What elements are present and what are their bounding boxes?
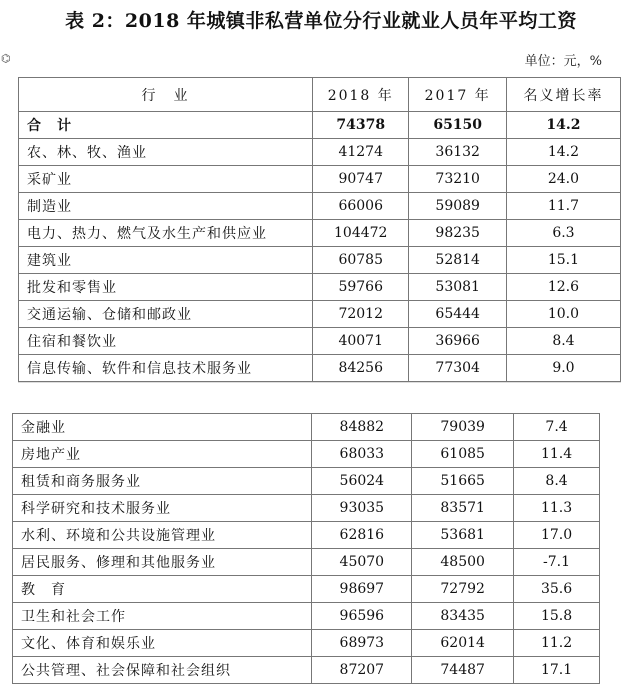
- table-row: [13, 630, 600, 657]
- table-row: [19, 328, 621, 355]
- industry-cell: 金融业: [13, 414, 312, 441]
- growth-rate-cell: 14.2: [506, 139, 620, 166]
- wage-2018-cell: 93035: [312, 495, 412, 522]
- industry-cell: 居民服务、修理和其他服务业: [13, 549, 312, 576]
- table-row: [19, 166, 621, 193]
- wage-2018-cell: 68033: [312, 441, 412, 468]
- growth-rate-cell: 17.1: [514, 657, 600, 684]
- anchor-icon[interactable]: ⌬: [1, 52, 11, 65]
- industry-cell: 住宿和餐饮业: [19, 328, 313, 355]
- wage-2018-cell: 84882: [312, 414, 412, 441]
- table-row: [13, 549, 600, 576]
- table-row: [19, 247, 621, 274]
- wage-2018-cell: 72012: [312, 301, 409, 328]
- wage-2018-cell: 87207: [312, 657, 412, 684]
- industry-cell: 建筑业: [19, 247, 313, 274]
- page-title: 表 2：2018 年城镇非私营单位分行业就业人员年平均工资: [65, 10, 577, 32]
- table-row: [19, 355, 621, 382]
- growth-rate-cell: 17.0: [514, 522, 600, 549]
- header-2017: 2017 年: [409, 78, 506, 112]
- table-row: [13, 522, 600, 549]
- industry-cell: 合 计: [19, 112, 313, 139]
- growth-rate-cell: 8.4: [514, 468, 600, 495]
- wage-2018-cell: 59766: [312, 274, 409, 301]
- table-row: [13, 495, 600, 522]
- wage-2018-cell: 84256: [312, 355, 409, 382]
- industry-cell: 采矿业: [19, 166, 313, 193]
- page-break-divider: [18, 382, 621, 383]
- growth-rate-cell: 11.2: [514, 630, 600, 657]
- wage-2017-cell: 52814: [409, 247, 506, 274]
- table-row: [13, 468, 600, 495]
- table-row: [19, 193, 621, 220]
- wage-2017-cell: 61085: [412, 441, 514, 468]
- growth-rate-cell: 6.3: [506, 220, 620, 247]
- wage-table-part-2: [12, 413, 600, 684]
- wage-2017-cell: 59089: [409, 193, 506, 220]
- wage-2018-cell: 96596: [312, 603, 412, 630]
- industry-cell: 文化、体育和娱乐业: [13, 630, 312, 657]
- industry-cell: 制造业: [19, 193, 313, 220]
- wage-2018-cell: 66006: [312, 193, 409, 220]
- growth-rate-cell: 10.0: [506, 301, 620, 328]
- table-row: [13, 576, 600, 603]
- table-row: [19, 112, 621, 139]
- wage-table-part-1: [18, 77, 621, 382]
- table-body-part-1: [19, 112, 621, 382]
- growth-rate-cell: 9.0: [506, 355, 620, 382]
- growth-rate-cell: 14.2: [506, 112, 620, 139]
- wage-2017-cell: 83571: [412, 495, 514, 522]
- industry-cell: 农、林、牧、渔业: [19, 139, 313, 166]
- wage-2017-cell: 53081: [409, 274, 506, 301]
- table-row: [19, 274, 621, 301]
- industry-cell: 信息传输、软件和信息技术服务业: [19, 355, 313, 382]
- wage-2017-cell: 83435: [412, 603, 514, 630]
- industry-cell: 租赁和商务服务业: [13, 468, 312, 495]
- growth-rate-cell: 11.7: [506, 193, 620, 220]
- wage-2017-cell: 65444: [409, 301, 506, 328]
- wage-2018-cell: 68973: [312, 630, 412, 657]
- wage-2017-cell: 73210: [409, 166, 506, 193]
- wage-2017-cell: 36966: [409, 328, 506, 355]
- wage-2018-cell: 74378: [312, 112, 409, 139]
- growth-rate-cell: 12.6: [506, 274, 620, 301]
- industry-cell: 房地产业: [13, 441, 312, 468]
- wage-2017-cell: 65150: [409, 112, 506, 139]
- table-body-part-2: [13, 414, 600, 684]
- industry-cell: 卫生和社会工作: [13, 603, 312, 630]
- industry-cell: 电力、热力、燃气及水生产和供应业: [19, 220, 313, 247]
- header-growth: 名义增长率: [506, 78, 620, 112]
- wage-2017-cell: 51665: [412, 468, 514, 495]
- industry-cell: 教 育: [13, 576, 312, 603]
- wage-2018-cell: 104472: [312, 220, 409, 247]
- growth-rate-cell: 7.4: [514, 414, 600, 441]
- wage-2018-cell: 40071: [312, 328, 409, 355]
- industry-cell: 批发和零售业: [19, 274, 313, 301]
- wage-2018-cell: 90747: [312, 166, 409, 193]
- wage-2018-cell: 60785: [312, 247, 409, 274]
- growth-rate-cell: 11.3: [514, 495, 600, 522]
- industry-cell: 水利、环境和公共设施管理业: [13, 522, 312, 549]
- growth-rate-cell: 15.1: [506, 247, 620, 274]
- growth-rate-cell: 35.6: [514, 576, 600, 603]
- table-row: [19, 220, 621, 247]
- wage-2017-cell: 53681: [412, 522, 514, 549]
- wage-2017-cell: 77304: [409, 355, 506, 382]
- wage-2017-cell: 74487: [412, 657, 514, 684]
- table-row: [13, 441, 600, 468]
- header-industry: 行 业: [19, 78, 313, 112]
- table-header-row: [19, 78, 621, 112]
- unit-label: 单位：元，%: [524, 54, 602, 69]
- wage-2017-cell: 98235: [409, 220, 506, 247]
- table-row: [13, 603, 600, 630]
- wage-2018-cell: 56024: [312, 468, 412, 495]
- table-row: [19, 139, 621, 166]
- wage-2017-cell: 62014: [412, 630, 514, 657]
- table-row: [13, 657, 600, 684]
- growth-rate-cell: 8.4: [506, 328, 620, 355]
- industry-cell: 公共管理、社会保障和社会组织: [13, 657, 312, 684]
- wage-2018-cell: 45070: [312, 549, 412, 576]
- header-2018: 2018 年: [312, 78, 409, 112]
- wage-2017-cell: 72792: [412, 576, 514, 603]
- wage-2017-cell: 79039: [412, 414, 514, 441]
- wage-2018-cell: 62816: [312, 522, 412, 549]
- industry-cell: 交通运输、仓储和邮政业: [19, 301, 313, 328]
- industry-cell: 科学研究和技术服务业: [13, 495, 312, 522]
- wage-2018-cell: 98697: [312, 576, 412, 603]
- growth-rate-cell: -7.1: [514, 549, 600, 576]
- growth-rate-cell: 11.4: [514, 441, 600, 468]
- wage-2017-cell: 48500: [412, 549, 514, 576]
- table-row: [19, 301, 621, 328]
- wage-2018-cell: 41274: [312, 139, 409, 166]
- growth-rate-cell: 15.8: [514, 603, 600, 630]
- growth-rate-cell: 24.0: [506, 166, 620, 193]
- wage-2017-cell: 36132: [409, 139, 506, 166]
- table-row: [13, 414, 600, 441]
